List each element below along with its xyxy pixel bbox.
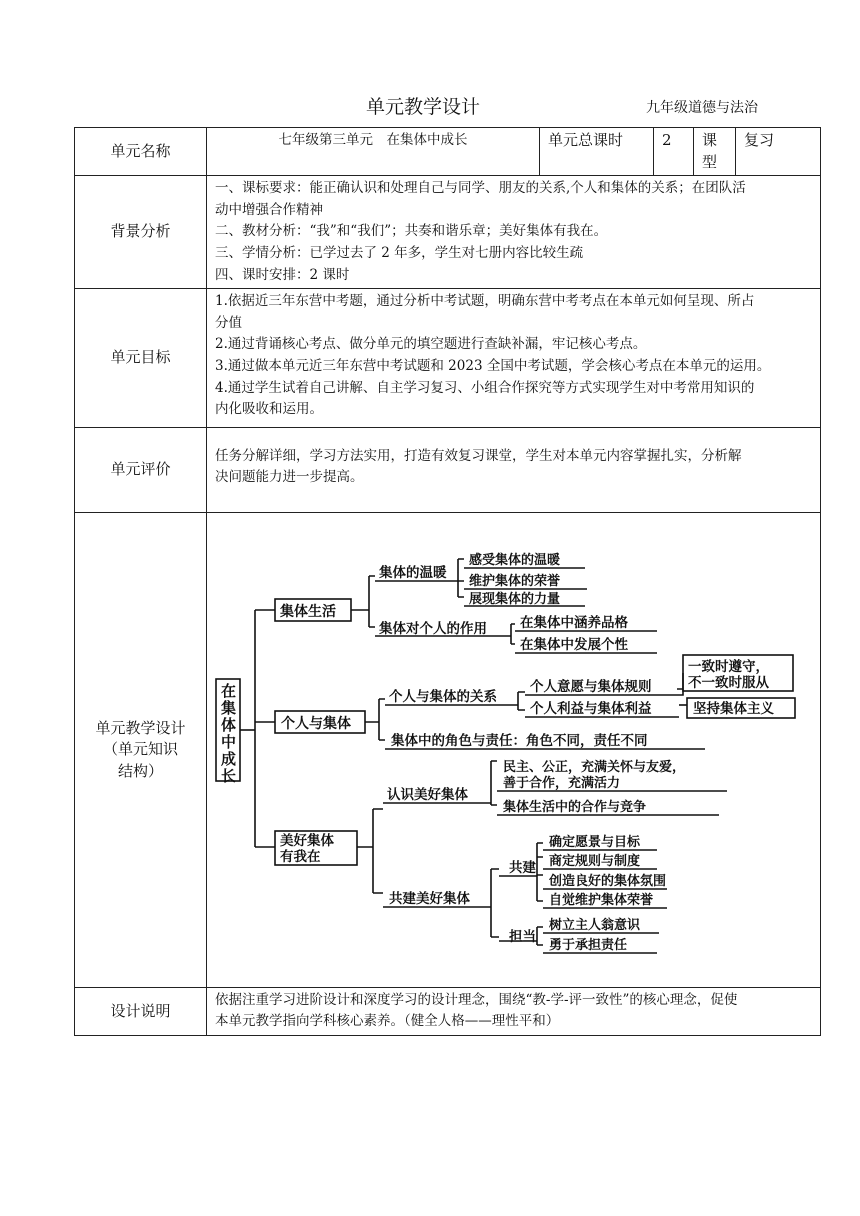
map-b2-s1-b: 个人利益与集体利益 — [530, 701, 652, 718]
map-b1-s1-item: 维护集体的荣誉 — [469, 574, 561, 590]
design-note-line: 本单元教学指向学科核心素养。（健全人格——理性平和） — [215, 1013, 560, 1030]
map-b3-s2: 共建美好集体 — [389, 891, 470, 908]
background-line: 动中增强合作精神 — [215, 201, 323, 218]
map-b1-s1: 集体的温暖 — [379, 565, 447, 582]
map-b1-s2-item: 在集体中涵养品格 — [520, 615, 628, 632]
map-b3-s2-g2-item: 树立主人翁意识 — [549, 918, 641, 934]
background-row — [75, 176, 821, 289]
background-label: 背景分析 — [75, 176, 207, 289]
map-b2-s1: 个人与集体的关系 — [389, 689, 497, 706]
design-note-row — [75, 987, 821, 1035]
goal-line: 内化吸收和运用。 — [215, 401, 323, 418]
goals-label: 单元目标 — [75, 289, 207, 428]
goal-line: 分值 — [215, 314, 242, 331]
goal-line: 4.通过学生试着自己讲解、自主学习复习、小组合作探究等方式实现学生对中考常用知识的 — [215, 379, 755, 396]
map-b1-s1-item: 展现集体的力量 — [469, 592, 561, 608]
map-b2-s2: 集体中的角色与责任：角色不同，责任不同 — [391, 733, 648, 750]
map-b3-s2-g1-item: 自觉维护集体荣誉 — [549, 893, 654, 909]
unit-name-label: 单元名称 — [75, 128, 207, 176]
map-b2-s1-a-note: 不一致时服从 — [688, 675, 769, 692]
map-b3-s2-g1-item: 创造良好的集体氛围 — [549, 874, 667, 890]
map-b1-s2-item: 在集体中发展个性 — [520, 637, 628, 654]
background-line: 一、课标要求：能正确认识和处理自己与同学、朋友的关系,个人和集体的关系；在团队活 — [215, 180, 746, 197]
map-branch-3: 美好集体 — [280, 833, 334, 850]
evaluation-label: 单元评价 — [75, 428, 207, 513]
map-b3-s2-g1: 共建 — [509, 860, 536, 877]
design-note-content — [207, 987, 821, 1035]
evaluation-row — [75, 428, 821, 513]
map-branch-3: 有我在 — [280, 849, 321, 866]
map-b3-s1-item: 善于合作，充满活力 — [503, 776, 621, 792]
background-content — [207, 176, 821, 289]
map-b2-s1-b-note: 坚持集体主义 — [693, 701, 774, 718]
lesson-type-value: 复习 — [736, 128, 821, 176]
knowledge-map — [207, 513, 819, 979]
goal-line: 3.通过做本单元近三年东营中考试题和 2023 全国中考试题，学会核心考点在本单元的运用。 — [215, 357, 771, 374]
unit-name-value: 七年级第三单元 在集体中成长 — [207, 128, 540, 176]
structure-row — [75, 513, 821, 988]
grade-subject: 九年级道德与法治 — [646, 100, 758, 116]
map-b3-s2-g1-item: 商定规则与制度 — [549, 854, 641, 870]
design-note-label: 设计说明 — [75, 987, 207, 1035]
lesson-type-label: 课型 — [694, 128, 736, 176]
background-line: 二、教材分析：“我”和“我们”；共奏和谐乐章；美好集体有我在。 — [215, 223, 608, 240]
evaluation-line: 任务分解详细，学习方法实用，打造有效复习课堂，学生对本单元内容掌握扎实，分析解 — [215, 447, 742, 464]
map-b3-s1: 认识美好集体 — [387, 787, 468, 804]
structure-label-line: 单元教学设计 — [95, 718, 186, 737]
structure-label-line: （单元知识 — [102, 740, 178, 759]
map-root: 在集体中成长 — [219, 683, 237, 786]
design-note-line: 依据注重学习进阶设计和深度学习的设计理念，围绕“教-学-评一致性”的核心理念，促使 — [215, 991, 738, 1008]
structure-label — [75, 513, 207, 988]
goals-content — [207, 289, 821, 428]
unit-hours-label: 单元总课时 — [540, 128, 654, 176]
map-b3-s1-item: 集体生活中的合作与竞争 — [503, 800, 647, 816]
map-b2-s1-a-note: 一致时遵守， — [688, 659, 769, 676]
map-branch-2: 个人与集体 — [281, 716, 351, 733]
map-b1-s2: 集体对个人的作用 — [379, 621, 487, 638]
structure-label-line: 结构） — [117, 761, 163, 780]
unit-hours-value: 2 — [654, 128, 694, 176]
map-b1-s1-item: 感受集体的温暖 — [469, 553, 561, 569]
background-line: 三、学情分析：已学过去了 2 年多，学生对七册内容比较生疏 — [215, 244, 584, 261]
map-branch-1: 集体生活 — [280, 604, 336, 621]
knowledge-map-cell — [207, 513, 821, 988]
unit-design-table — [74, 127, 821, 1036]
evaluation-line: 决问题能力进一步提高。 — [215, 469, 364, 486]
map-b3-s1-item: 民主、公正，充满关怀与友爱， — [503, 760, 686, 776]
unit-info-row — [75, 128, 821, 176]
goal-line: 1.依据近三年东营中考题，通过分析中考试题，明确东营中考考点在本单元如何呈现、所占 — [215, 293, 755, 310]
background-line: 四、课时安排：2 课时 — [215, 266, 350, 283]
evaluation-content — [207, 428, 821, 513]
map-b3-s2-g1-item: 确定愿景与目标 — [549, 835, 641, 851]
goals-row — [75, 289, 821, 428]
map-b2-s1-a: 个人意愿与集体规则 — [530, 679, 652, 696]
page-title: 单元教学设计 — [366, 96, 481, 118]
map-b3-s2-g2: 担当 — [509, 929, 536, 946]
map-b3-s2-g2-item: 勇于承担责任 — [549, 938, 628, 954]
goal-line: 2.通过背诵核心考点、做分单元的填空题进行查缺补漏，牢记核心考点。 — [215, 336, 647, 353]
